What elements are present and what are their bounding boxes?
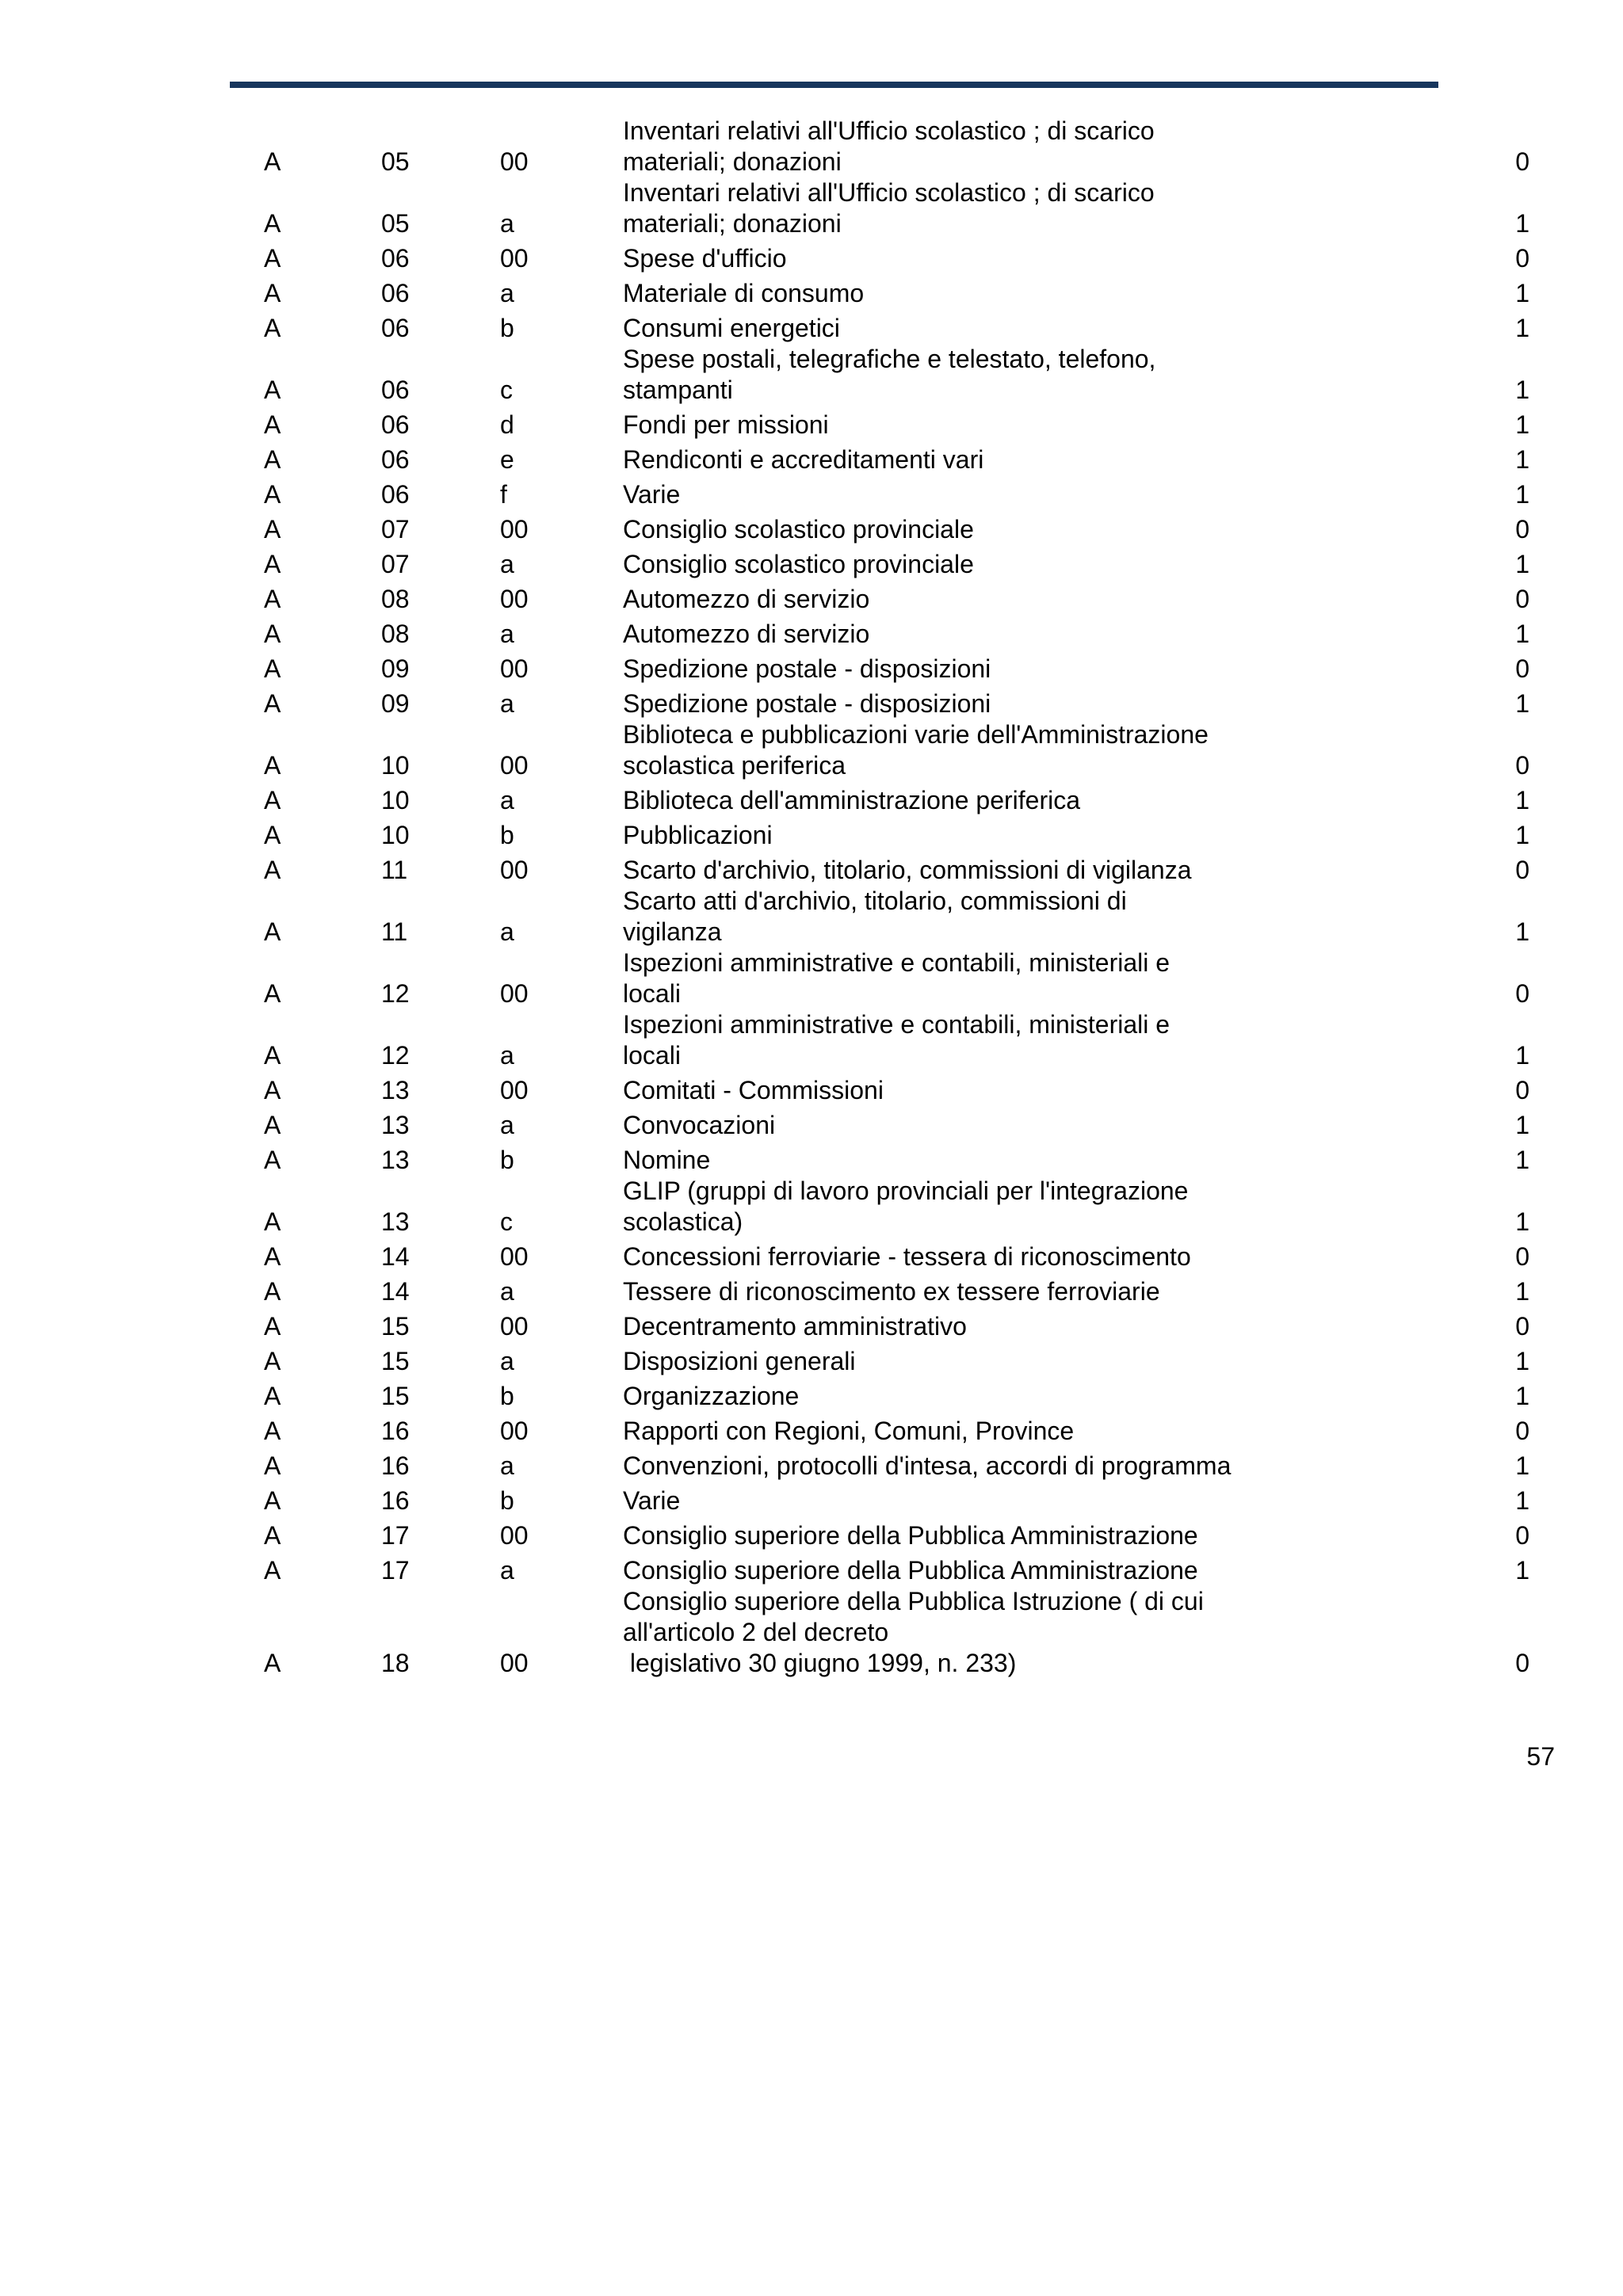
class-cell: 06 (381, 376, 410, 404)
table-row (238, 719, 1537, 781)
table-row (238, 239, 1537, 274)
subclass-cell: 00 (500, 1312, 529, 1341)
description-line: Varie (623, 480, 681, 509)
class-cell: 15 (381, 1312, 410, 1341)
class-cell: 11 (381, 856, 408, 884)
category-cell: A (264, 209, 281, 238)
description-cell (623, 615, 1415, 650)
class-cell: 13 (381, 1207, 410, 1236)
description-line: Automezzo di servizio (623, 585, 870, 613)
table-row (238, 177, 1537, 239)
level-cell: 1 (1515, 550, 1529, 578)
class-cell: 07 (381, 515, 410, 543)
category-cell: A (264, 1649, 281, 1677)
table-row (238, 344, 1537, 406)
description-line: Biblioteca dell'amministrazione periferica (623, 786, 1081, 814)
table-row (238, 1106, 1537, 1141)
category-cell: A (264, 314, 281, 342)
class-cell: 15 (381, 1347, 410, 1375)
subclass-cell: a (500, 209, 514, 238)
table-row (238, 948, 1537, 1009)
level-cell: 0 (1515, 979, 1529, 1008)
table-row (238, 1176, 1537, 1238)
description-cell (623, 781, 1415, 816)
subclass-cell: 00 (500, 979, 529, 1008)
description-cell (623, 274, 1415, 309)
table-row (238, 851, 1537, 886)
subclass-cell: c (500, 1207, 513, 1236)
level-cell: 1 (1515, 1382, 1529, 1410)
class-cell: 10 (381, 821, 410, 849)
table-row (238, 650, 1537, 685)
level-cell: 0 (1515, 1649, 1529, 1677)
level-cell: 0 (1515, 1076, 1529, 1104)
category-cell: A (264, 550, 281, 578)
subclass-cell: a (500, 917, 514, 946)
class-cell: 17 (381, 1556, 410, 1585)
class-cell: 08 (381, 585, 410, 613)
category-cell: A (264, 689, 281, 718)
description-line: Inventari relativi all'Ufficio scolastico ; di scarico (623, 178, 1155, 207)
class-cell: 16 (381, 1486, 410, 1515)
class-cell: 09 (381, 689, 410, 718)
description-cell (623, 1141, 1415, 1176)
description-line: Rapporti con Regioni, Comuni, Province (623, 1417, 1075, 1445)
class-cell: 10 (381, 786, 410, 814)
table-row (238, 1071, 1537, 1106)
subclass-cell: a (500, 279, 514, 307)
class-cell: 10 (381, 751, 410, 780)
subclass-cell: b (500, 1486, 514, 1515)
description-line: Nomine (623, 1146, 711, 1174)
category-cell: A (264, 244, 281, 273)
category-cell: A (264, 786, 281, 814)
table-row (238, 1586, 1537, 1679)
description-line: Consiglio superiore della Pubblica Amministrazione (623, 1556, 1198, 1585)
description-cell (623, 510, 1415, 545)
subclass-cell: b (500, 1146, 514, 1174)
category-cell: A (264, 654, 281, 683)
level-cell: 0 (1515, 515, 1529, 543)
description-cell (623, 580, 1415, 615)
class-cell: 14 (381, 1242, 410, 1271)
table-row (238, 1141, 1537, 1176)
description-cell (623, 1516, 1415, 1551)
table-row (238, 781, 1537, 816)
records-body (238, 116, 1537, 1679)
class-cell: 06 (381, 410, 410, 439)
level-cell: 1 (1515, 917, 1529, 946)
subclass-cell: a (500, 550, 514, 578)
description-cell (623, 177, 1415, 239)
category-cell: A (264, 480, 281, 509)
level-cell: 1 (1515, 209, 1529, 238)
table-row (238, 1377, 1537, 1412)
description-line: Consiglio scolastico provinciale (623, 550, 974, 578)
class-cell: 05 (381, 209, 410, 238)
subclass-cell: f (500, 480, 507, 509)
class-cell: 11 (381, 917, 408, 946)
category-cell: A (264, 1312, 281, 1341)
description-line: Concessioni ferroviarie - tessera di riconoscimento (623, 1242, 1191, 1271)
description-line: Inventari relativi all'Ufficio scolastico ; di scarico (623, 116, 1155, 145)
description-cell (623, 1009, 1415, 1071)
level-cell: 1 (1515, 1041, 1529, 1070)
table-row (238, 1551, 1537, 1586)
category-cell: A (264, 279, 281, 307)
category-cell: A (264, 1146, 281, 1174)
class-cell: 13 (381, 1076, 410, 1104)
description-cell (623, 851, 1415, 886)
description-cell (623, 545, 1415, 580)
category-cell: A (264, 1347, 281, 1375)
subclass-cell: a (500, 1041, 514, 1070)
category-cell: A (264, 1076, 281, 1104)
table-row (238, 545, 1537, 580)
description-cell (623, 309, 1415, 344)
description-line: Biblioteca e pubblicazioni varie dell'Amministrazione (623, 720, 1209, 749)
class-cell: 05 (381, 147, 410, 176)
description-line: legislativo 30 giugno 1999, n. 233) (623, 1649, 1017, 1677)
level-cell: 1 (1515, 1451, 1529, 1480)
level-cell: 1 (1515, 1277, 1529, 1306)
subclass-cell: 00 (500, 147, 529, 176)
category-cell: A (264, 147, 281, 176)
level-cell: 0 (1515, 244, 1529, 273)
description-line: Comitati - Commissioni (623, 1076, 884, 1104)
table-row (238, 116, 1537, 177)
table-row (238, 1272, 1537, 1307)
subclass-cell: 00 (500, 1649, 529, 1677)
subclass-cell: 00 (500, 1242, 529, 1271)
description-cell (623, 344, 1415, 406)
class-cell: 06 (381, 279, 410, 307)
description-cell (623, 1412, 1415, 1447)
description-cell (623, 816, 1415, 851)
category-cell: A (264, 1277, 281, 1306)
category-cell: A (264, 1242, 281, 1271)
description-line: Consiglio superiore della Pubblica Amministrazione (623, 1521, 1198, 1550)
description-cell (623, 948, 1415, 1009)
description-line: Materiale di consumo (623, 279, 865, 307)
level-cell: 1 (1515, 1486, 1529, 1515)
description-cell (623, 1071, 1415, 1106)
subclass-cell: a (500, 1451, 514, 1480)
level-cell: 0 (1515, 1312, 1529, 1341)
class-cell: 06 (381, 314, 410, 342)
category-cell: A (264, 620, 281, 648)
table-row (238, 274, 1537, 309)
description-line: Decentramento amministrativo (623, 1312, 967, 1341)
class-cell: 13 (381, 1111, 410, 1139)
table-row (238, 1307, 1537, 1342)
description-line: locali (623, 1041, 681, 1070)
level-cell: 1 (1515, 1556, 1529, 1585)
page-number: 57 (1526, 1742, 1555, 1771)
level-cell: 0 (1515, 1417, 1529, 1445)
level-cell: 1 (1515, 786, 1529, 814)
class-cell: 12 (381, 979, 410, 1008)
description-line: Ispezioni amministrative e contabili, ministeriali e (623, 1010, 1170, 1039)
subclass-cell: c (500, 376, 513, 404)
description-line: materiali; donazioni (623, 209, 842, 238)
subclass-cell: e (500, 445, 514, 474)
description-line: scolastica periferica (623, 751, 846, 780)
description-line: Organizzazione (623, 1382, 800, 1410)
level-cell: 1 (1515, 445, 1529, 474)
subclass-cell: a (500, 1347, 514, 1375)
category-cell: A (264, 751, 281, 780)
subclass-cell: 00 (500, 654, 529, 683)
description-cell (623, 1482, 1415, 1516)
category-cell: A (264, 1486, 281, 1515)
category-cell: A (264, 515, 281, 543)
class-cell: 07 (381, 550, 410, 578)
level-cell: 0 (1515, 1521, 1529, 1550)
table-row (238, 1342, 1537, 1377)
description-line: Scarto d'archivio, titolario, commissioni di vigilanza (623, 856, 1192, 884)
category-cell: A (264, 1556, 281, 1585)
level-cell: 0 (1515, 585, 1529, 613)
description-line: Rendiconti e accreditamenti vari (623, 445, 984, 474)
description-line: Tessere di riconoscimento ex tessere ferroviarie (623, 1277, 1160, 1306)
description-cell (623, 239, 1415, 274)
description-line: Convenzioni, protocolli d'intesa, accordi di programma (623, 1451, 1232, 1480)
subclass-cell: 00 (500, 585, 529, 613)
level-cell: 1 (1515, 376, 1529, 404)
category-cell: A (264, 1041, 281, 1070)
description-cell (623, 650, 1415, 685)
description-cell (623, 1447, 1415, 1482)
subclass-cell: a (500, 620, 514, 648)
table-row (238, 1482, 1537, 1516)
header-rule (230, 82, 1438, 88)
class-cell: 06 (381, 244, 410, 273)
table-row (238, 510, 1537, 545)
level-cell: 1 (1515, 821, 1529, 849)
description-cell (623, 1342, 1415, 1377)
description-line: stampanti (623, 376, 733, 404)
category-cell: A (264, 1417, 281, 1445)
class-cell: 16 (381, 1451, 410, 1480)
description-line: Scarto atti d'archivio, titolario, commissioni di (623, 887, 1127, 915)
class-cell: 15 (381, 1382, 410, 1410)
description-cell (623, 1551, 1415, 1586)
level-cell: 1 (1515, 1146, 1529, 1174)
table-row (238, 1412, 1537, 1447)
description-line: Ispezioni amministrative e contabili, ministeriali e (623, 948, 1170, 977)
class-cell: 06 (381, 445, 410, 474)
class-cell: 14 (381, 1277, 410, 1306)
subclass-cell: b (500, 821, 514, 849)
table-row (238, 441, 1537, 475)
description-cell (623, 1377, 1415, 1412)
description-cell (623, 1176, 1415, 1238)
subclass-cell: 00 (500, 1076, 529, 1104)
table-row (238, 309, 1537, 344)
description-cell (623, 116, 1415, 177)
table-row (238, 580, 1537, 615)
description-line: Spedizione postale - disposizioni (623, 689, 991, 718)
description-cell (623, 441, 1415, 475)
category-cell: A (264, 445, 281, 474)
description-cell (623, 475, 1415, 510)
description-line: Spese postali, telegrafiche e telestato, telefono, (623, 345, 1156, 373)
table-row (238, 406, 1537, 441)
category-cell: A (264, 376, 281, 404)
description-line: GLIP (gruppi di lavoro provinciali per l'integrazione (623, 1177, 1189, 1205)
description-line: locali (623, 979, 681, 1008)
description-cell (623, 1307, 1415, 1342)
subclass-cell: 00 (500, 244, 529, 273)
subclass-cell: 00 (500, 1417, 529, 1445)
level-cell: 0 (1515, 147, 1529, 176)
description-line: Consumi energetici (623, 314, 840, 342)
subclass-cell: a (500, 1556, 514, 1585)
category-cell: A (264, 1111, 281, 1139)
description-line: Convocazioni (623, 1111, 776, 1139)
class-cell: 16 (381, 1417, 410, 1445)
description-line: Spese d'ufficio (623, 244, 787, 273)
level-cell: 0 (1515, 856, 1529, 884)
table-row (238, 886, 1537, 948)
records-table (238, 116, 1537, 1679)
description-cell (623, 1272, 1415, 1307)
subclass-cell: a (500, 786, 514, 814)
level-cell: 1 (1515, 279, 1529, 307)
level-cell: 1 (1515, 1111, 1529, 1139)
category-cell: A (264, 1207, 281, 1236)
description-line: Automezzo di servizio (623, 620, 870, 648)
description-line: scolastica) (623, 1207, 743, 1236)
level-cell: 0 (1515, 1242, 1529, 1271)
subclass-cell: 00 (500, 1521, 529, 1550)
subclass-cell: 00 (500, 856, 529, 884)
description-line: Spedizione postale - disposizioni (623, 654, 991, 683)
category-cell: A (264, 1451, 281, 1480)
subclass-cell: a (500, 1111, 514, 1139)
description-cell (623, 1106, 1415, 1141)
description-cell (623, 886, 1415, 948)
description-cell (623, 685, 1415, 719)
category-cell: A (264, 821, 281, 849)
level-cell: 1 (1515, 1347, 1529, 1375)
class-cell: 08 (381, 620, 410, 648)
table-row (238, 816, 1537, 851)
table-row (238, 1009, 1537, 1071)
description-line: vigilanza (623, 917, 722, 946)
category-cell: A (264, 856, 281, 884)
description-line: Disposizioni generali (623, 1347, 856, 1375)
level-cell: 1 (1515, 689, 1529, 718)
level-cell: 1 (1515, 410, 1529, 439)
description-line: Pubblicazioni (623, 821, 773, 849)
subclass-cell: a (500, 1277, 514, 1306)
class-cell: 13 (381, 1146, 410, 1174)
class-cell: 06 (381, 480, 410, 509)
class-cell: 09 (381, 654, 410, 683)
description-line: Consiglio scolastico provinciale (623, 515, 974, 543)
table-row (238, 615, 1537, 650)
class-cell: 18 (381, 1649, 410, 1677)
level-cell: 1 (1515, 620, 1529, 648)
level-cell: 1 (1515, 314, 1529, 342)
category-cell: A (264, 1382, 281, 1410)
description-line: materiali; donazioni (623, 147, 842, 176)
category-cell: A (264, 1521, 281, 1550)
category-cell: A (264, 585, 281, 613)
subclass-cell: d (500, 410, 514, 439)
description-cell (623, 1586, 1415, 1679)
table-row (238, 1516, 1537, 1551)
table-row (238, 1447, 1537, 1482)
description-line: Varie (623, 1486, 681, 1515)
description-cell (623, 1238, 1415, 1272)
category-cell: A (264, 979, 281, 1008)
level-cell: 0 (1515, 654, 1529, 683)
level-cell: 1 (1515, 1207, 1529, 1236)
class-cell: 17 (381, 1521, 410, 1550)
description-line: all'articolo 2 del decreto (623, 1618, 889, 1646)
class-cell: 12 (381, 1041, 410, 1070)
subclass-cell: 00 (500, 515, 529, 543)
description-cell (623, 406, 1415, 441)
description-line: Fondi per missioni (623, 410, 829, 439)
description-line: Consiglio superiore della Pubblica Istruzione ( di cui (623, 1587, 1204, 1615)
category-cell: A (264, 410, 281, 439)
subclass-cell: a (500, 689, 514, 718)
level-cell: 1 (1515, 480, 1529, 509)
level-cell: 0 (1515, 751, 1529, 780)
table-row (238, 685, 1537, 719)
table-row (238, 475, 1537, 510)
category-cell: A (264, 917, 281, 946)
subclass-cell: b (500, 1382, 514, 1410)
subclass-cell: b (500, 314, 514, 342)
description-cell (623, 719, 1415, 781)
subclass-cell: 00 (500, 751, 529, 780)
table-row (238, 1238, 1537, 1272)
